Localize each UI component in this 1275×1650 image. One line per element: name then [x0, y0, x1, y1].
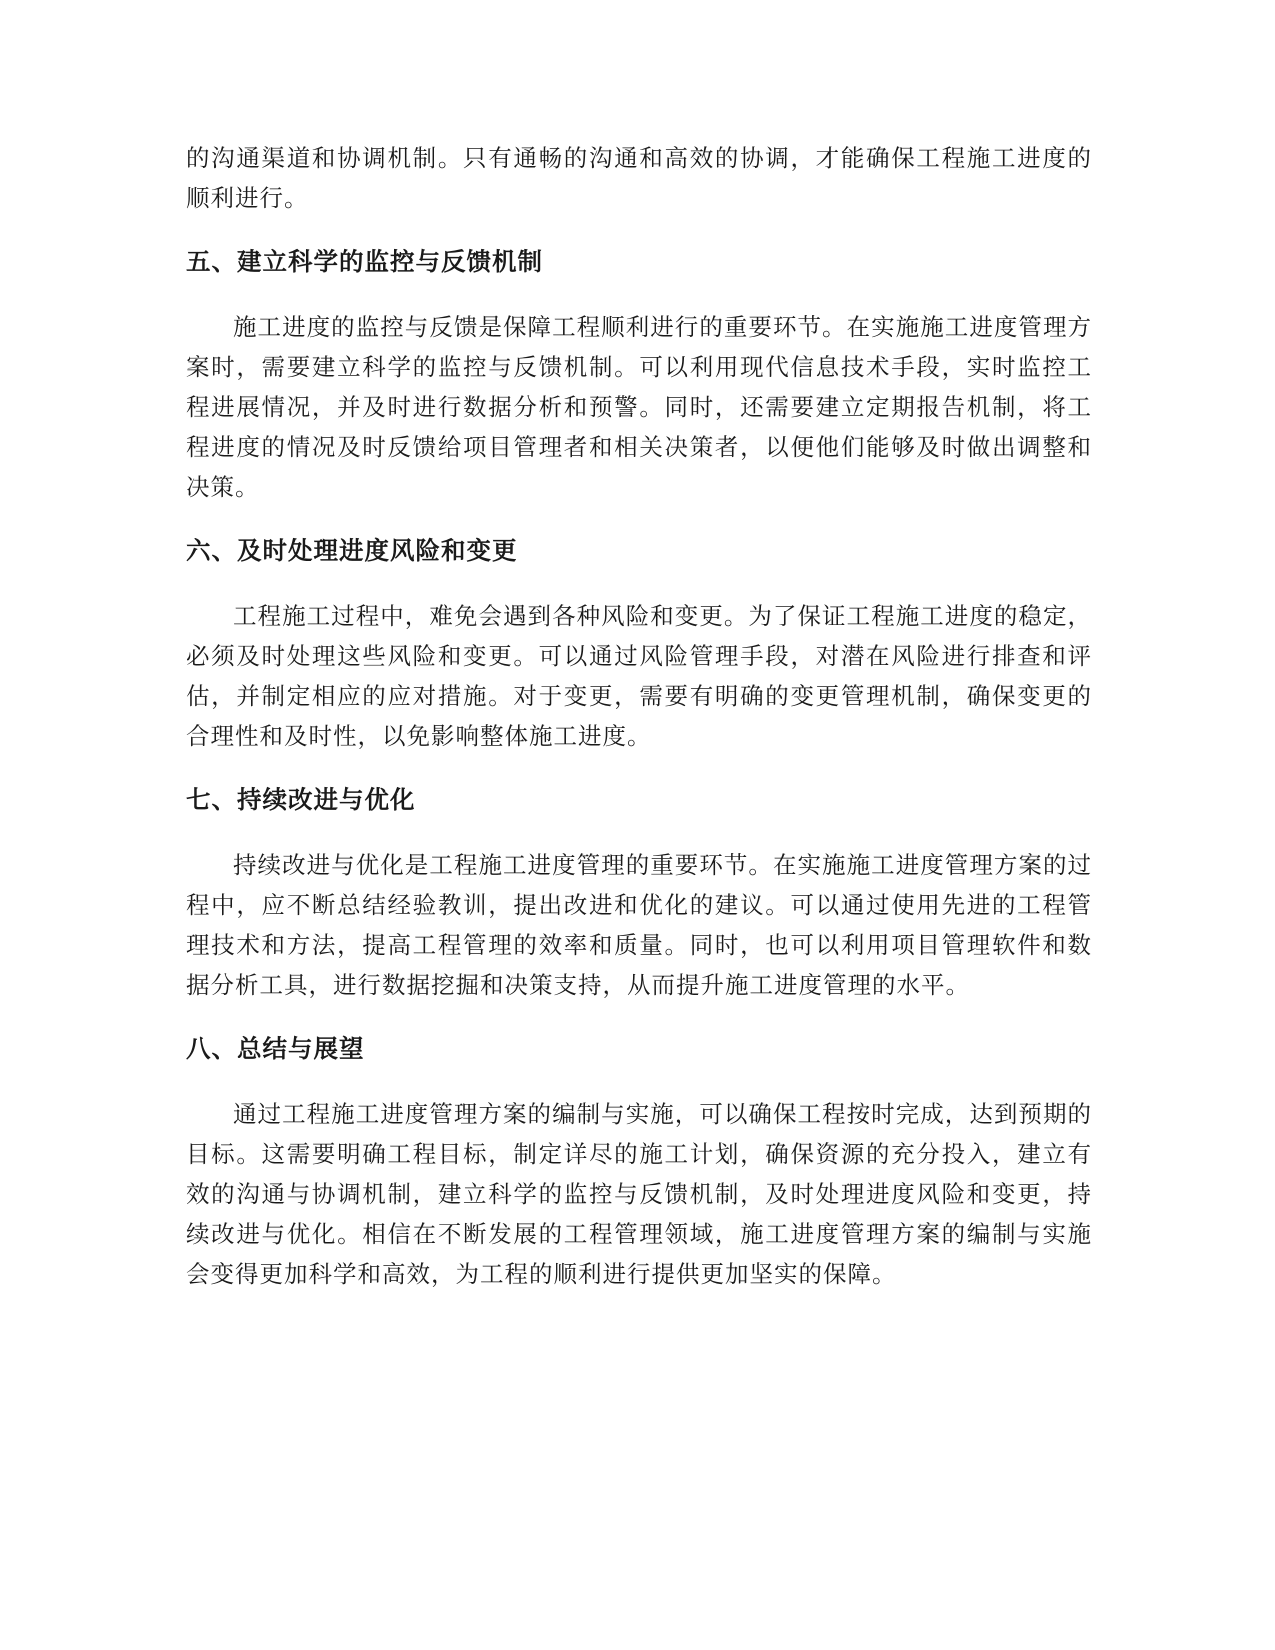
- section-heading-8: 八、总结与展望: [186, 1034, 365, 1063]
- intro-paragraph: 的沟通渠道和协调机制。只有通畅的沟通和高效的协调，才能确保工程施工进度的顺利进行。: [186, 144, 1092, 212]
- section-heading-7: 七、持续改进与优化: [186, 785, 416, 814]
- section-heading-5: 五、建立科学的监控与反馈机制: [186, 247, 543, 276]
- section-body-6: 工程施工过程中，难免会遇到各种风险和变更。为了保证工程施工进度的稳定，必须及时处理这些风险和变更。可以通过风险管理手段，对潜在风险进行排查和评估，并制定相应的应对措施。对于变更，需要有明确的变更管理机制，确保变更的合理性和及时性，以免影响整体施工进度。: [186, 602, 1092, 750]
- section-body-5: 施工进度的监控与反馈是保障工程顺利进行的重要环节。在实施施工进度管理方案时，需要建立科学的监控与反馈机制。可以利用现代信息技术手段，实时监控工程进展情况，并及时进行数据分析和预警。同时，还需要建立定期报告机制，将工程进度的情况及时反馈给项目管理者和相关决策者，以便他们能够及时做出调整和决策。: [186, 313, 1092, 501]
- section-heading-6: 六、及时处理进度风险和变更: [186, 536, 518, 565]
- section-body-8: 通过工程施工进度管理方案的编制与实施，可以确保工程按时完成，达到预期的目标。这需要明确工程目标，制定详尽的施工计划，确保资源的充分投入，建立有效的沟通与协调机制，建立科学的监控与反馈机制，及时处理进度风险和变更，持续改进与优化。相信在不断发展的工程管理领域，施工进度管理方案的编制与实施会变得更加科学和高效，为工程的顺利进行提供更加坚实的保障。: [186, 1100, 1092, 1288]
- document-page: [186, 138, 1092, 1294]
- section-body-7: 持续改进与优化是工程施工进度管理的重要环节。在实施施工进度管理方案的过程中，应不断总结经验教训，提出改进和优化的建议。可以通过使用先进的工程管理技术和方法，提高工程管理的效率和质量。同时，也可以利用项目管理软件和数据分析工具，进行数据挖掘和决策支持，从而提升施工进度管理的水平。: [186, 851, 1092, 999]
